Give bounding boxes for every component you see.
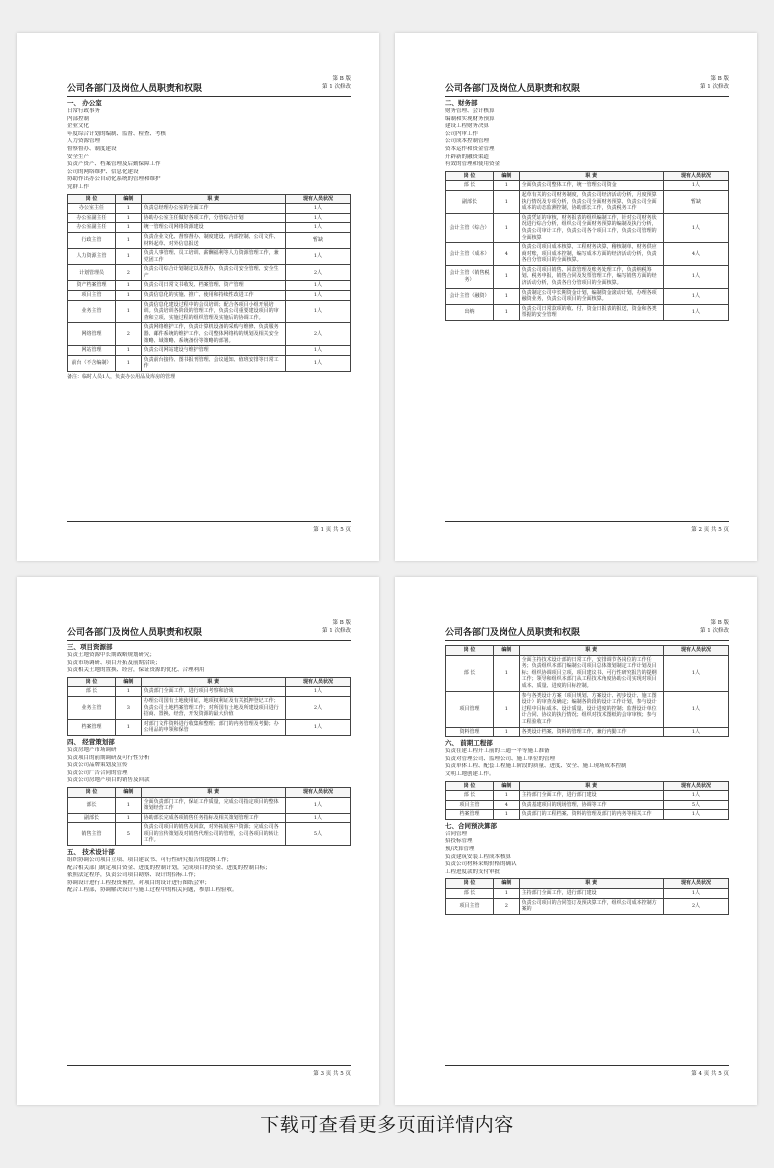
page-content <box>67 643 351 895</box>
table-row <box>68 823 351 846</box>
post-cell: 副部长 <box>446 190 494 213</box>
staff-cell: 1人 <box>285 300 350 323</box>
count-cell: 1 <box>494 304 519 320</box>
document-page-4 <box>395 577 757 1105</box>
post-cell: 前台（不含编制） <box>68 355 116 371</box>
duty-table <box>445 781 729 820</box>
duty-line: 公司成本控制管理 <box>445 138 490 145</box>
staff-cell: 2人 <box>285 265 350 281</box>
duty-cell: 负责企业文化、督察督办、制度建设、内部控制、公司文件、材料起草、对外信息报送 <box>141 232 285 248</box>
post-cell: 业务主管 <box>68 300 116 323</box>
count-cell: 1 <box>116 687 141 697</box>
duty-cell: 全面主持技术设计部的日常工作，安排调节各岗位的工作任务；负责组织本部门编制公司项目总体策划制定工作计划及目标；组织协调项目立项、项目建议书、可行性研究报告的提纲工作；领导和组织本部门从工程技术角度协助公司实现对项目成本、质量、进度的目标控制。 <box>519 655 663 691</box>
staff-cell: 2人 <box>285 323 350 346</box>
table-row <box>446 181 729 191</box>
count-cell: 5 <box>116 823 141 846</box>
count-cell: 1 <box>494 655 519 691</box>
duty-table <box>67 787 351 846</box>
column-header: 编制 <box>116 194 141 204</box>
post-cell: 项目管理 <box>446 691 494 727</box>
duty-line: 资本运作和资金管理 <box>445 145 495 152</box>
count-cell: 1 <box>116 813 141 823</box>
count-cell: 4 <box>494 800 519 810</box>
page-title: 公司各部门及岗位人员职责和权限 <box>67 628 203 638</box>
duty-cell: 协助办公室主任做好各项工作，分管综合计划 <box>141 213 285 223</box>
staff-cell: 暂缺 <box>663 190 728 213</box>
count-cell: 1 <box>116 204 141 214</box>
column-header: 职 责 <box>141 194 285 204</box>
staff-cell: 1人 <box>663 791 728 801</box>
duty-line: 内部控制 <box>67 115 90 122</box>
duty-table <box>445 171 729 321</box>
table-row <box>68 719 351 735</box>
staff-cell: 1人 <box>663 288 728 304</box>
table-header-row <box>68 194 351 204</box>
section-heading: 六、 前期工程部 <box>445 739 493 748</box>
column-header: 现有人员状况 <box>663 646 728 656</box>
column-header: 现有人员状况 <box>663 171 728 181</box>
count-cell: 1 <box>116 223 141 233</box>
count-cell: 1 <box>494 288 519 304</box>
duty-cell: 办理公司国有土地使用证，地项权利证及有关抵押登记工作；负责公司土地档案管理工作；对所国有土地及所建设项目进行招商、置换、经营，开发资源的最大价值 <box>141 696 285 719</box>
staff-cell: 1人 <box>285 213 350 223</box>
page-content <box>67 99 351 382</box>
duty-cell: 主持部门全面工作，进行部门建设 <box>519 791 663 801</box>
column-header: 职 责 <box>519 646 663 656</box>
duty-line: 公司的网络维护、信息化建设 <box>67 168 139 175</box>
count-cell: 2 <box>116 323 141 346</box>
page-header <box>67 619 351 641</box>
count-cell: 1 <box>116 300 141 323</box>
table-row <box>446 304 729 320</box>
post-cell: 会计主管（融资） <box>446 288 494 304</box>
duty-cell: 各类设计档案、资料的管理工作，兼行内勤工作 <box>519 727 663 737</box>
table-row <box>446 898 729 914</box>
duty-cell: 负责公司项目销售、回款管理及账务处理工作，负责纳税筹划、税务申报，销售合同及发票管理工作，编写销售方面的经济活动分析，负责各自分管项目的全面核算。 <box>519 265 663 288</box>
post-cell: 档案管理 <box>446 810 494 820</box>
version-edition: 第 B 版 <box>332 620 351 626</box>
duty-cell: 负责公司项目的合同签订及预决算工作，组织公司成本控制方案的 <box>519 898 663 914</box>
post-cell: 会计主管（销售税务） <box>446 265 494 288</box>
count-cell: 1 <box>116 232 141 248</box>
table-row <box>68 265 351 281</box>
column-header: 职 责 <box>141 787 285 797</box>
post-cell: 办公室副主任 <box>68 223 116 233</box>
duty-line: 依照法定程序，负责公司项目勘察、设计的招标工作； <box>67 872 200 879</box>
post-cell: 网站管理 <box>68 346 116 356</box>
duty-line: 负责项目的前期调研及可行性分析 <box>67 754 150 761</box>
count-cell: 1 <box>494 810 519 820</box>
duty-line: 负责房地产市场调研 <box>67 746 117 753</box>
staff-cell: 1人 <box>285 291 350 301</box>
table-row <box>68 232 351 248</box>
page-header <box>445 619 729 641</box>
column-header: 职 责 <box>519 171 663 181</box>
duty-line: 负责公司品牌策划及宣传 <box>67 762 128 769</box>
duty-table <box>445 878 729 914</box>
column-header: 现有人员状况 <box>285 194 350 204</box>
count-cell: 4 <box>494 243 519 266</box>
post-cell: 项目主管 <box>446 898 494 914</box>
duty-cell: 负责总经理办公室的全面工作 <box>141 204 285 214</box>
post-cell: 副部长 <box>68 813 116 823</box>
page-title: 公司各部门及岗位人员职责和权限 <box>445 628 581 638</box>
column-header: 岗 位 <box>446 171 494 181</box>
table-row <box>446 691 729 727</box>
duty-table <box>67 194 351 372</box>
staff-cell: 1人 <box>663 889 728 899</box>
table-row <box>446 655 729 691</box>
duty-line: 负责产资产、档案管理及后勤保障工作 <box>67 161 161 168</box>
version-box <box>322 619 351 635</box>
version-revision: 第 1 次修改 <box>700 84 729 90</box>
duty-cell: 负责凭证的审核，财务报表的组织编制工作，针对公司财务状况进行综合分析，组织公司全面财务预算的编制及执行分析，负责公司审计工作，负责公司各个项目工作，负责公司管理的全面核算 <box>519 213 663 242</box>
duty-cell: 起草有关的公司财务制度，负责公司经济活动分析，月度预算执行情况及专项分析，负责公司全面财务预算，负责公司全面成本的动态监测控制，协助部长工作，负责税务工作 <box>519 190 663 213</box>
duty-line: 配合相关部门制定项目资金、进度的控制计划，完成项目的资金、进度的控制目标； <box>67 864 271 871</box>
staff-cell: 1人 <box>663 727 728 737</box>
staff-cell: 1人 <box>285 281 350 291</box>
staff-cell: 暂缺 <box>285 232 350 248</box>
staff-cell: 1人 <box>663 691 728 727</box>
duty-line: 负责单体工程、配套工程施工阶段的质量、进度、安全、施工现场成本控制 <box>445 763 627 770</box>
table-row <box>68 813 351 823</box>
duty-cell: 负责信息化的实施、推广、使用和持续性改进工作 <box>141 291 285 301</box>
staff-cell: 5人 <box>285 823 350 846</box>
duty-line: 负责在建工程开工前的三通一平等施工准备 <box>445 748 550 755</box>
table-row <box>68 797 351 813</box>
duty-line: 人力资源管理 <box>67 138 101 145</box>
duty-cell: 负责信息化建设过程中的会员培训；配合各项目小组开展培训。负责培训各阶段的管理工作，负责公司重要建设项目的审查和立项、实施过程的组织管理及实施后的协调工作。 <box>141 300 285 323</box>
post-cell: 会计主管（成本） <box>446 243 494 266</box>
post-cell: 项目主管 <box>68 291 116 301</box>
post-cell: 出纳 <box>446 304 494 320</box>
version-box <box>322 75 351 91</box>
duty-cell: 负责前台接待、图书报刊管理、会议通知、值班安排等日常工作 <box>141 355 285 371</box>
duty-cell: 对部门文件资料进行收集和整理；部门的内务管理及考勤；办公用品的申领和保管 <box>141 719 285 735</box>
column-header: 岗 位 <box>446 879 494 889</box>
duty-line: 企业文化 <box>67 123 90 130</box>
post-cell: 部 长 <box>446 791 494 801</box>
table-row <box>68 249 351 265</box>
table-row <box>446 800 729 810</box>
column-header: 编制 <box>116 677 141 687</box>
table-header-row <box>446 781 729 791</box>
duty-line: 督察督办、制度建设 <box>67 145 117 152</box>
count-cell: 2 <box>116 265 141 281</box>
count-cell: 2 <box>494 898 519 914</box>
duty-line: 安全生产 <box>67 153 90 160</box>
table-row <box>68 346 351 356</box>
column-header: 职 责 <box>519 781 663 791</box>
column-header: 职 责 <box>141 677 285 687</box>
section-heading: 二、财务部 <box>445 99 478 107</box>
duty-cell: 负责制定公司中长期资金计划，编制资金滚动计划，办理各项融资业务，负责公司项目的全面核算。 <box>519 288 663 304</box>
table-row <box>446 213 729 242</box>
duty-line: 合同管理 <box>445 830 468 837</box>
duty-line: 负责相关土地的置换、经营，保证资源的优化、合理利用 <box>67 667 205 674</box>
table-row <box>446 791 729 801</box>
staff-cell: 5人 <box>663 800 728 810</box>
staff-cell: 1人 <box>663 810 728 820</box>
staff-cell: 1人 <box>285 355 350 371</box>
table-row <box>446 727 729 737</box>
section-heading: 一、 办公室 <box>67 99 102 107</box>
staff-cell: 1人 <box>663 655 728 691</box>
count-cell: 1 <box>116 355 141 371</box>
duty-line: 文明工地创建工作。 <box>445 770 495 777</box>
post-cell: 资产档案管理 <box>68 281 116 291</box>
count-cell: 1 <box>116 249 141 265</box>
duty-cell: 统一管理公司网络资源建设 <box>141 223 285 233</box>
post-cell: 计划管理员 <box>68 265 116 281</box>
count-cell: 1 <box>116 213 141 223</box>
staff-cell: 1人 <box>285 797 350 813</box>
version-edition: 第 B 版 <box>710 76 729 82</box>
version-edition: 第 B 版 <box>710 620 729 626</box>
page-footer: 第 2 页 共 5 页 <box>445 521 729 533</box>
duty-cell: 负责公司项目的销售及回款，对外拓展客户资源；完成公司各项目的宣传策划及对销售代理公司的管理，公司各项目的转让工作。 <box>141 823 285 846</box>
duty-line: 有效的管理和使用资金 <box>445 161 501 168</box>
post-cell: 部 长 <box>68 687 116 697</box>
duty-cell: 负责人事管理、员工培训、薪酬福利等人力资源管理工作，兼党团工作 <box>141 249 285 265</box>
table-header-row <box>446 646 729 656</box>
count-cell: 1 <box>116 719 141 735</box>
column-header: 编制 <box>494 879 519 889</box>
duty-line: 配合工程部，协调解决设计与施工过程中的相关问题，参加工程验收。 <box>67 887 238 894</box>
duty-line: 负责对管理公司、监理公司、施工单位的管理 <box>445 755 556 762</box>
table-header-row <box>446 879 729 889</box>
post-cell: 部 长 <box>446 181 494 191</box>
column-header: 岗 位 <box>446 646 494 656</box>
count-cell: 1 <box>494 791 519 801</box>
staff-cell: 1人 <box>663 181 728 191</box>
section-heading: 四、 经营策划部 <box>67 737 115 746</box>
duty-cell: 负责公司日常款项的收、付，资金日报表的报送，资金和各类票据的安全管理 <box>519 304 663 320</box>
document-page-1 <box>17 33 379 561</box>
table-row <box>68 204 351 214</box>
post-cell: 项目主管 <box>446 800 494 810</box>
duty-line: 年度综合计划的编制、监督、检查、考核 <box>67 130 167 137</box>
duty-cell: 负责部门的工程档案、资料的管理及部门的内务等相关工作 <box>519 810 663 820</box>
page-footer: 第 1 页 共 5 页 <box>67 521 351 533</box>
table-header-row <box>68 787 351 797</box>
column-header: 编制 <box>494 171 519 181</box>
duty-cell: 协助部长完成各项销售任务指标及相关策划管理工作 <box>141 813 285 823</box>
column-header: 岗 位 <box>446 781 494 791</box>
post-cell: 办公室主任 <box>68 204 116 214</box>
post-cell: 办公室副主任 <box>68 213 116 223</box>
page-header <box>67 75 351 97</box>
duty-line: 预/决算管理 <box>445 846 475 853</box>
column-header: 岗 位 <box>68 194 116 204</box>
column-header: 现有人员状况 <box>663 781 728 791</box>
staff-cell: 1人 <box>285 249 350 265</box>
count-cell: 1 <box>494 889 519 899</box>
duty-line: 负责市场调研、项目开拓及前期洽谈； <box>67 659 161 666</box>
count-cell: 1 <box>494 190 519 213</box>
page-content <box>445 643 729 917</box>
version-revision: 第 1 次修改 <box>322 84 351 90</box>
table-row <box>68 281 351 291</box>
duty-line: 协助作出办公自动化系统的管理和维护 <box>67 176 161 183</box>
count-cell: 1 <box>494 181 519 191</box>
duty-cell: 全面负责公司整体工作，统一管理公司资金 <box>519 181 663 191</box>
count-cell: 1 <box>494 727 519 737</box>
table-row <box>446 889 729 899</box>
post-cell: 资料管理 <box>446 727 494 737</box>
duty-line: 开辟新的融资渠道 <box>445 153 490 160</box>
duty-cell: 负责网络维护工作，负责计算机设备的采购与维修、负责服务器、邮件系统的维护工作、公司整体网络构的规划及相关安全策略、域策略、系统备份等策略的部署。 <box>141 323 285 346</box>
column-header: 职 责 <box>519 879 663 889</box>
duty-line: 负责公司广告合同的管理 <box>67 769 128 776</box>
post-cell: 销售主管 <box>68 823 116 846</box>
duty-cell: 负责公司项目成本核算，工程财务决算，稽核制单，财务供应商对账，项目成本控制，编写成本方面的经济活动分析，负责各自分管项目的全面核算。 <box>519 243 663 266</box>
table-row <box>446 243 729 266</box>
table-row <box>68 323 351 346</box>
page-title: 公司各部门及岗位人员职责和权限 <box>67 84 203 94</box>
post-cell: 档案管理 <box>68 719 116 735</box>
staff-cell: 1人 <box>663 304 728 320</box>
page-header <box>445 75 729 97</box>
count-cell: 1 <box>494 213 519 242</box>
duty-table <box>67 677 351 736</box>
post-cell: 会计主管（综合） <box>446 213 494 242</box>
duty-table <box>445 645 729 737</box>
column-header: 岗 位 <box>68 787 116 797</box>
duty-cell: 负责公司日常文书收发、档案管理、资产管理 <box>141 281 285 291</box>
table-row <box>446 190 729 213</box>
table-note: 备注：临时人员1人，负责办公用品及库房的管理 <box>67 374 176 380</box>
duty-cell: 负责基建项目的现场管理，协调等工作 <box>519 800 663 810</box>
table-row <box>68 696 351 719</box>
duty-cell: 负责公司网站建设与维护管理 <box>141 346 285 356</box>
staff-cell: 1人 <box>285 204 350 214</box>
post-cell: 业务主管 <box>68 696 116 719</box>
section-heading: 五、 技术设计部 <box>67 848 115 857</box>
table-row <box>68 223 351 233</box>
count-cell: 1 <box>116 797 141 813</box>
duty-line: 负责公司房地产项目的销售及回款 <box>67 777 150 784</box>
table-row <box>446 810 729 820</box>
table-row <box>68 291 351 301</box>
post-cell: 行政主管 <box>68 232 116 248</box>
table-row <box>68 213 351 223</box>
page-title: 公司各部门及岗位人员职责和权限 <box>445 84 581 94</box>
column-header: 编制 <box>494 646 519 656</box>
column-header: 现有人员状况 <box>663 879 728 889</box>
staff-cell: 1人 <box>285 687 350 697</box>
column-header: 现有人员状况 <box>285 677 350 687</box>
table-header-row <box>68 677 351 687</box>
table-row <box>68 355 351 371</box>
duty-line: 工程进度款的支付审批 <box>445 868 501 875</box>
document-page-2 <box>395 33 757 561</box>
version-edition: 第 B 版 <box>332 76 351 82</box>
post-cell: 部 长 <box>446 655 494 691</box>
duty-cell: 负责部门全面工作，进行项目考察和洽谈 <box>141 687 285 697</box>
staff-cell: 1人 <box>285 223 350 233</box>
count-cell: 1 <box>494 691 519 727</box>
version-revision: 第 1 次修改 <box>322 628 351 634</box>
duty-line: 组织协调公司项目立项、项目建议书、可行性研究报告的提纲工作； <box>67 857 233 864</box>
table-row <box>446 288 729 304</box>
count-cell: 1 <box>116 291 141 301</box>
table-header-row <box>446 171 729 181</box>
staff-cell: 4人 <box>663 243 728 266</box>
download-caption[interactable]: 下载可查看更多页面详情内容 <box>260 1114 514 1136</box>
page-content <box>445 99 729 323</box>
duty-line: 编制和实现财务预算 <box>445 115 495 122</box>
page-footer: 第 4 页 共 5 页 <box>445 1065 729 1077</box>
duty-cell: 参与各类设计方案（项目规划、方案设计、初步设计、施工图设计）的审查及确定；编制各阶段的设计工作计划，参与设计过程中目标成本、设计质量、设计进度的控制；监督设计单位计合同、协议的执行情况；组织对技术图纸的会审审核；参与工程验收工作 <box>519 691 663 727</box>
count-cell: 1 <box>116 281 141 291</box>
duty-line: 建设工程财务决算 <box>445 123 490 130</box>
duty-line: 招投标管理 <box>445 838 473 845</box>
staff-cell: 2人 <box>285 696 350 719</box>
post-cell: 部长 <box>68 797 116 813</box>
version-revision: 第 1 次修改 <box>700 628 729 634</box>
table-row <box>446 265 729 288</box>
duty-cell: 主持部门全面工作，进行部门建设 <box>519 889 663 899</box>
table-row <box>68 300 351 323</box>
column-header: 编制 <box>494 781 519 791</box>
staff-cell: 1人 <box>663 265 728 288</box>
post-cell: 网络管理 <box>68 323 116 346</box>
staff-cell: 1人 <box>285 346 350 356</box>
page-footer: 第 3 页 共 5 页 <box>67 1065 351 1077</box>
duty-line: 公司内审工作 <box>445 130 479 137</box>
table-row <box>68 687 351 697</box>
column-header: 编制 <box>116 787 141 797</box>
duty-line: 负责土地资源中长期战略规划研究； <box>67 652 156 658</box>
post-cell: 人力资源主管 <box>68 249 116 265</box>
duty-cell: 负责公司综合计划制定以及督办，负责公司安全管理、安全生产 <box>141 265 285 281</box>
column-header: 岗 位 <box>68 677 116 687</box>
version-box <box>700 75 729 91</box>
count-cell: 1 <box>494 265 519 288</box>
staff-cell: 1人 <box>663 213 728 242</box>
section-heading: 三、项目资源部 <box>67 643 113 651</box>
staff-cell: 1人 <box>285 813 350 823</box>
duty-line: 日常行政事务 <box>67 108 101 114</box>
staff-cell: 1人 <box>285 719 350 735</box>
duty-line: 负责公司材料采购价格的确认 <box>445 861 517 868</box>
count-cell: 1 <box>116 346 141 356</box>
staff-cell: 2人 <box>663 898 728 914</box>
column-header: 现有人员状况 <box>285 787 350 797</box>
duty-cell: 全面负责部门工作，保证工作质量，完成公司指定项目的整体策划经营工作 <box>141 797 285 813</box>
duty-line: 协调设计进行工程投资预控，对项目的设计进行图纸会审； <box>67 879 211 886</box>
duty-line: 负责建筑安装工程成本核算 <box>445 853 512 860</box>
post-cell: 部 长 <box>446 889 494 899</box>
document-page-3 <box>17 577 379 1105</box>
section-heading: 七、合同预决算部 <box>445 821 497 830</box>
version-box <box>700 619 729 635</box>
count-cell: 3 <box>116 696 141 719</box>
duty-line: 财务管理、会计核算 <box>445 108 495 114</box>
duty-line: 党群工作 <box>67 183 90 190</box>
